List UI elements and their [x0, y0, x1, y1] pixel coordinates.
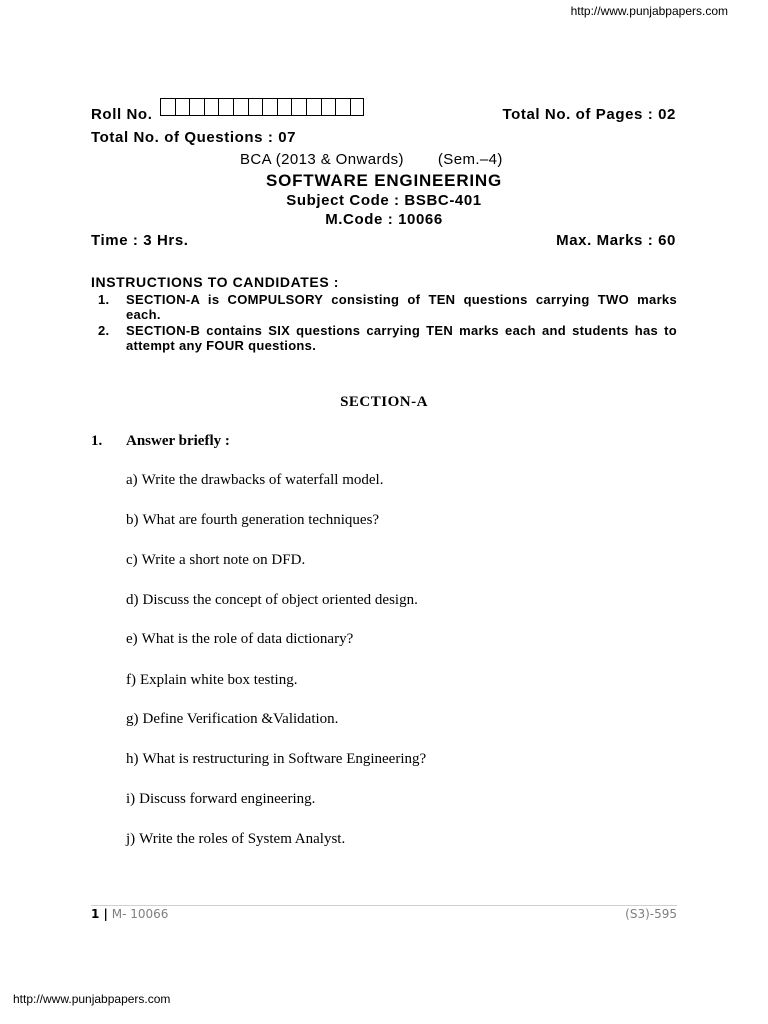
roll-number-box[interactable]	[218, 98, 233, 116]
roll-number-box[interactable]	[233, 98, 248, 116]
part-text: Discuss the concept of object oriented design.	[142, 592, 418, 608]
roll-number-box[interactable]	[335, 98, 350, 116]
page-number: 1 |	[91, 907, 108, 921]
semester: (Sem.–4)	[437, 151, 503, 168]
part-text: What is restructuring in Software Engineering?	[142, 751, 427, 767]
roll-number-box[interactable]	[204, 98, 219, 116]
course-line	[240, 151, 503, 168]
roll-number-box[interactable]	[160, 98, 175, 116]
course-name: BCA (2013 & Onwards)	[240, 151, 404, 168]
part-label: h)	[126, 751, 139, 767]
footer-left	[91, 907, 168, 921]
footer-code: (S3)-595	[625, 907, 677, 921]
part-text: Explain white box testing.	[140, 672, 298, 688]
instruction-number: 2.	[98, 323, 110, 338]
part-text: Write the drawbacks of waterfall model.	[141, 472, 384, 488]
question-part	[126, 791, 315, 808]
instruction-number: 1.	[98, 292, 110, 307]
part-label: a)	[126, 472, 138, 488]
question-part	[126, 831, 345, 848]
roll-number-label: Roll No.	[91, 106, 153, 123]
question-part	[126, 672, 297, 689]
top-url: http://www.punjabpapers.com	[570, 4, 728, 18]
part-text: Define Verification &Validation.	[142, 711, 339, 727]
part-text: What are fourth generation techniques?	[142, 512, 380, 528]
roll-number-box[interactable]	[277, 98, 292, 116]
footer-divider	[91, 905, 677, 906]
total-pages: Total No. of Pages : 02	[502, 106, 676, 123]
roll-number-boxes[interactable]	[160, 98, 364, 116]
roll-number-box[interactable]	[175, 98, 190, 116]
part-label: g)	[126, 711, 139, 727]
question-part	[126, 552, 305, 569]
question-part	[126, 512, 379, 529]
question-text: Answer briefly :	[126, 433, 230, 449]
subject-code: Subject Code : BSBC-401	[286, 192, 482, 209]
exam-time: Time : 3 Hrs.	[91, 232, 189, 249]
roll-number-box[interactable]	[350, 98, 365, 116]
question-part	[126, 472, 383, 489]
question-part	[126, 631, 353, 648]
roll-number-box[interactable]	[248, 98, 263, 116]
question-number: 1.	[91, 433, 103, 449]
instruction-item	[91, 292, 677, 322]
instruction-item	[91, 323, 677, 353]
max-marks: Max. Marks : 60	[556, 232, 676, 249]
roll-number-box[interactable]	[189, 98, 204, 116]
part-label: i)	[126, 791, 136, 807]
instruction-text: SECTION-A is COMPULSORY consisting of TEN questions carrying TWO marks each.	[126, 292, 677, 322]
part-label: f)	[126, 672, 136, 688]
instruction-text: SECTION-B contains SIX questions carrying TEN marks each and students has to attempt any FOUR questions.	[126, 323, 677, 353]
part-label: e)	[126, 631, 138, 647]
part-label: b)	[126, 512, 139, 528]
question-part	[126, 711, 338, 728]
footer-mcode: M- 10066	[111, 907, 169, 921]
part-text: Discuss forward engineering.	[139, 791, 316, 807]
question-part	[126, 592, 418, 609]
roll-number-box[interactable]	[262, 98, 277, 116]
part-label: c)	[126, 552, 138, 568]
question-part	[126, 751, 426, 768]
roll-number-box[interactable]	[291, 98, 306, 116]
part-text: Write a short note on DFD.	[141, 552, 306, 568]
total-questions: Total No. of Questions : 07	[91, 129, 297, 146]
part-label: j)	[126, 831, 136, 847]
section-a-title: SECTION-A	[340, 394, 428, 410]
part-text: Write the roles of System Analyst.	[139, 831, 346, 847]
bottom-url: http://www.punjabpapers.com	[13, 992, 171, 1006]
roll-number-box[interactable]	[321, 98, 336, 116]
roll-number-box[interactable]	[306, 98, 321, 116]
part-label: d)	[126, 592, 139, 608]
subject-title: SOFTWARE ENGINEERING	[265, 171, 503, 190]
instructions-heading: INSTRUCTIONS TO CANDIDATES :	[91, 274, 340, 290]
part-text: What is the role of data dictionary?	[141, 631, 354, 647]
mcode: M.Code : 10066	[325, 211, 443, 228]
